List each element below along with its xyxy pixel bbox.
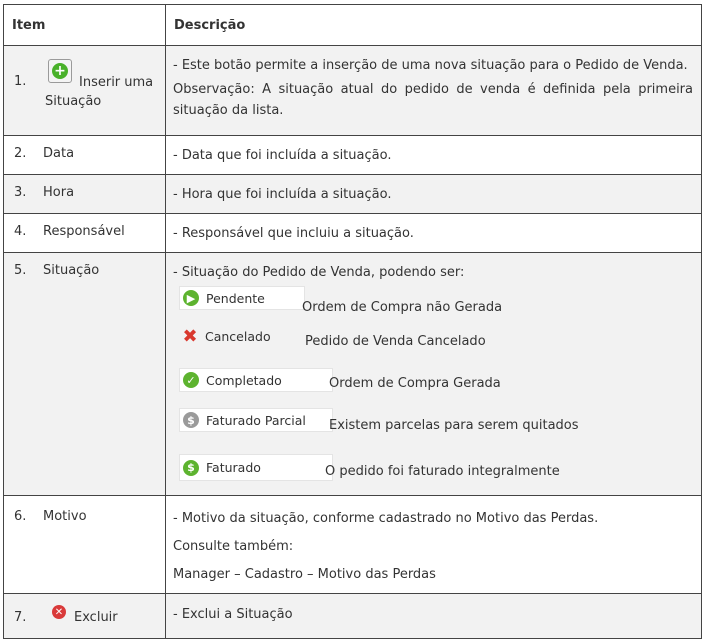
description-cell	[166, 214, 701, 244]
status-badge-pendente	[179, 286, 305, 310]
description-cell	[166, 253, 701, 488]
row-number: 3.	[14, 185, 27, 200]
description-cell	[166, 136, 701, 166]
desc-note: Observação: A situação atual do pedido de venda é definida pela primeira situação da lista.	[173, 82, 693, 118]
desc-line: - Data que foi incluída a situação.	[173, 148, 392, 163]
check-icon: ✓	[183, 372, 199, 388]
description-cell	[166, 46, 701, 121]
row-number: 4.	[14, 224, 27, 239]
header-descricao-label: Descrição	[174, 18, 246, 33]
desc-line: Consulte também:	[173, 539, 294, 554]
row-number: 2.	[14, 146, 27, 161]
table-row	[4, 214, 702, 253]
desc-line: - Motivo da situação, conforme cadastrado no Motivo das Perdas.	[173, 511, 599, 526]
status-meaning: O pedido foi faturado integralmente	[325, 464, 560, 479]
item-cell	[4, 594, 165, 637]
item-cell	[4, 496, 165, 524]
item-label: Hora	[43, 185, 75, 200]
dollar-gray-icon: $	[183, 412, 199, 428]
item-cell	[4, 175, 165, 200]
item-label: Situação	[43, 263, 100, 278]
play-icon: ▶	[183, 290, 199, 306]
description-cell	[166, 175, 701, 205]
item-label: Inserir uma Situação	[45, 75, 154, 109]
item-label: Responsável	[43, 224, 125, 239]
status-badge-cancelado	[179, 324, 310, 348]
row-number: 1.	[14, 74, 27, 89]
desc-reference: Manager – Cadastro – Motivo das Perdas	[173, 567, 436, 582]
status-badge-faturado-parcial	[179, 408, 333, 432]
status-badge-faturado	[179, 454, 333, 481]
table-row	[4, 136, 702, 175]
description-cell	[166, 594, 701, 625]
dollar-green-icon: $	[183, 460, 199, 476]
status-label: Pendente	[206, 290, 265, 306]
item-cell	[4, 46, 165, 134]
row-number: 6.	[14, 509, 27, 524]
header-item-label: Item	[12, 18, 46, 33]
header-row	[4, 5, 702, 46]
status-label: Cancelado	[205, 328, 271, 344]
delete-icon[interactable]: ✕	[52, 605, 66, 619]
item-cell	[4, 214, 165, 239]
desc-line: - Exclui a Situação	[173, 607, 293, 622]
description-table	[3, 4, 702, 639]
status-label: Faturado	[206, 460, 261, 475]
row-number: 7.	[14, 610, 27, 625]
status-meaning: Pedido de Venda Cancelado	[305, 334, 486, 349]
status-meaning: Existem parcelas para serem quitados	[329, 418, 579, 433]
description-cell	[166, 496, 701, 585]
status-label: Faturado Parcial	[206, 412, 306, 428]
status-badge-completado	[179, 368, 333, 392]
status-entry	[173, 364, 693, 404]
table-row	[4, 496, 702, 594]
status-entry	[173, 283, 693, 323]
table-row	[4, 46, 702, 136]
item-cell	[4, 136, 165, 161]
table-row	[4, 594, 702, 639]
x-icon: ✖	[182, 325, 198, 347]
status-entry	[173, 404, 693, 448]
desc-line: - Este botão permite a inserção de uma nova situação para o Pedido de Venda.	[173, 58, 688, 73]
status-entry	[173, 448, 693, 488]
row-number: 5.	[14, 263, 27, 278]
desc-line: - Situação do Pedido de Venda, podendo ser:	[173, 265, 465, 280]
item-label: Excluir	[74, 610, 118, 625]
header-item	[4, 5, 166, 46]
status-meaning: Ordem de Compra Gerada	[329, 376, 501, 391]
table-row	[4, 175, 702, 214]
desc-line: - Hora que foi incluída a situação.	[173, 187, 392, 202]
table-row	[4, 253, 702, 496]
header-descricao	[166, 5, 702, 46]
desc-line: - Responsável que incluiu a situação.	[173, 226, 414, 241]
item-cell	[4, 253, 165, 278]
plus-icon[interactable]: +	[48, 59, 72, 83]
item-label: Motivo	[43, 509, 87, 524]
status-meaning: Ordem de Compra não Gerada	[302, 300, 503, 315]
item-label: Data	[43, 146, 75, 161]
status-label: Completado	[206, 372, 282, 388]
status-entry	[173, 323, 693, 364]
